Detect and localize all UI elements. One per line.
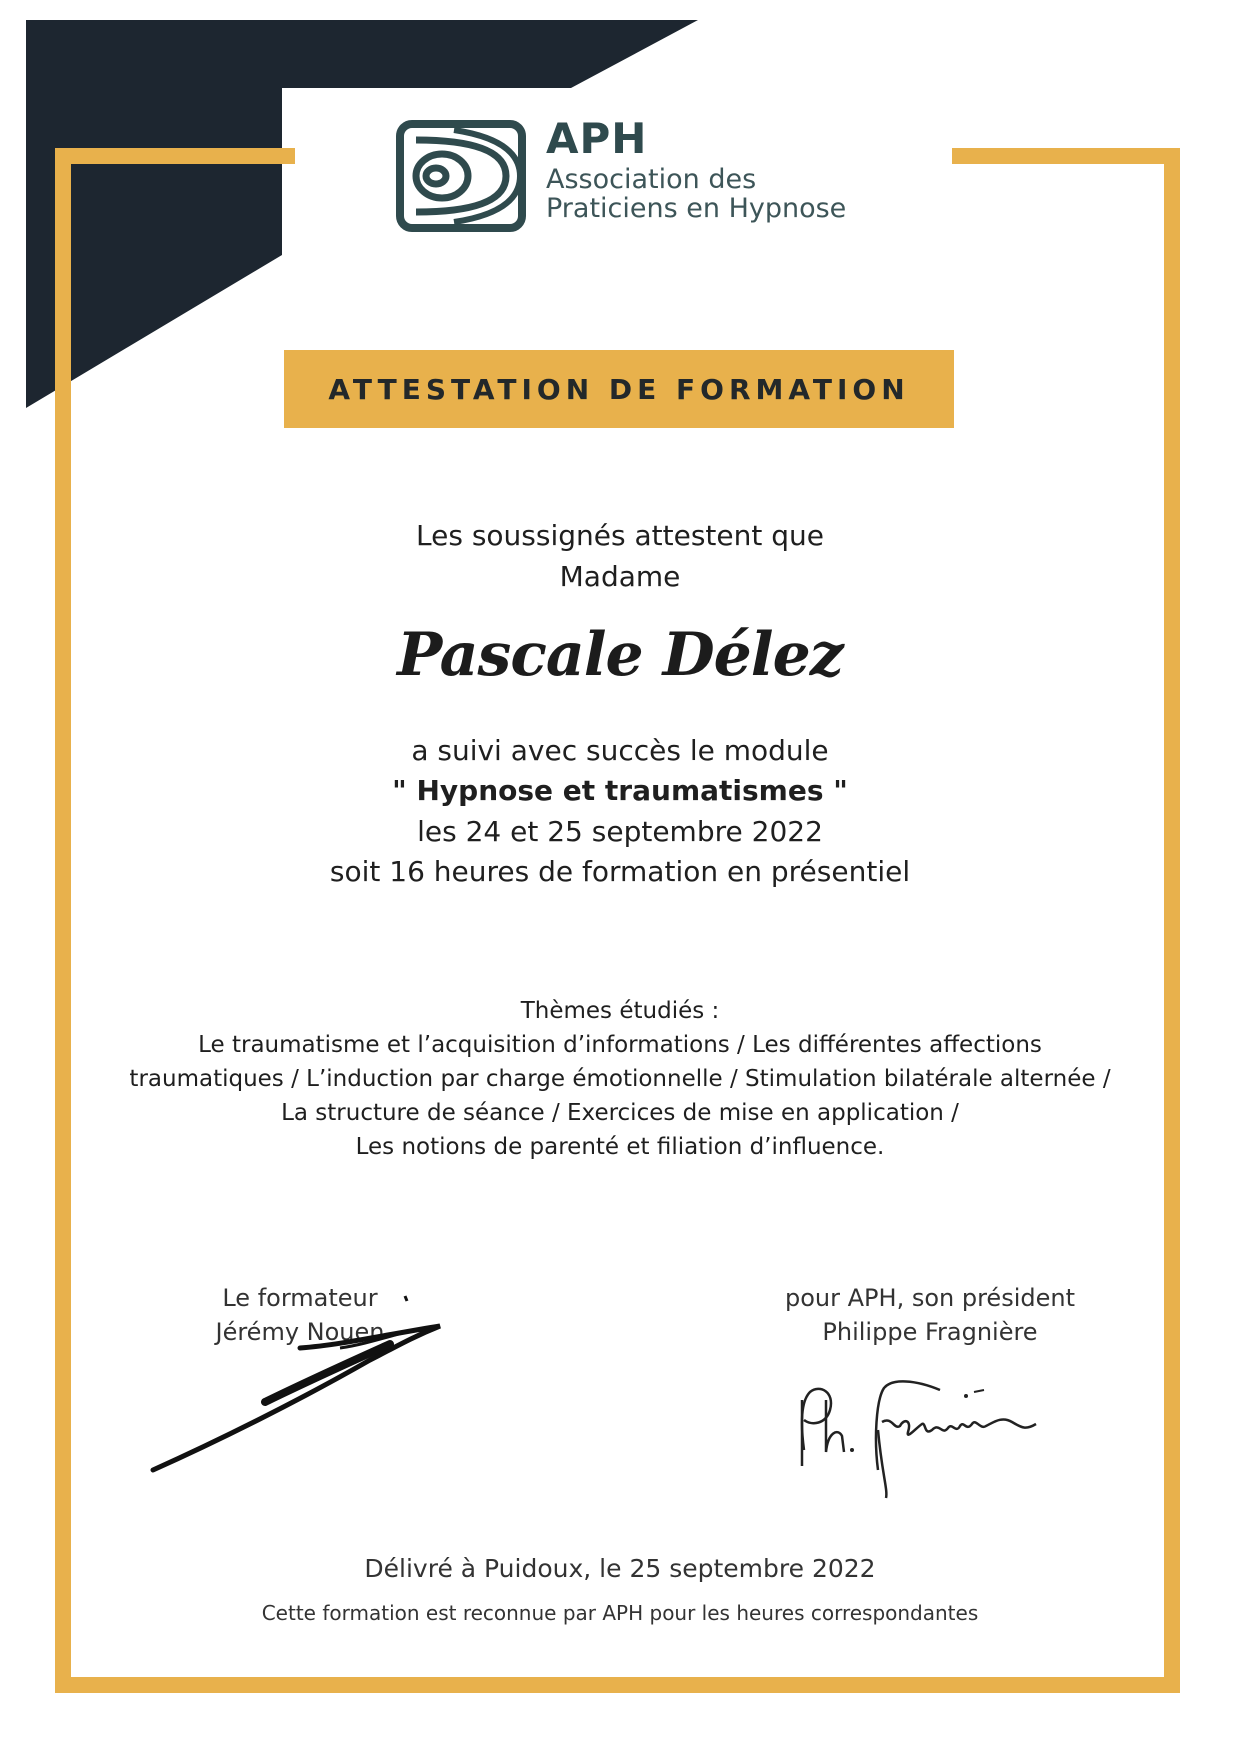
frame-left (55, 148, 71, 1693)
themes-line: Le traumatisme et l’acquisition d’informations / Les différentes affections (198, 1032, 1042, 1058)
trainer-name: Jérémy Nouen (215, 1318, 385, 1346)
themes-heading: Thèmes étudiés : (520, 998, 720, 1024)
themes-line: traumatiques / L’induction par charge émotionnelle / Stimulation bilatérale alternée / (129, 1066, 1111, 1092)
logo-name-line1: Association des (546, 164, 757, 195)
module-title: " Hypnose et traumatismes " (392, 774, 848, 807)
frame-bottom (55, 1677, 1180, 1693)
salutation: Madame (559, 560, 681, 593)
frame-top-right (952, 148, 1180, 164)
title-banner (284, 350, 954, 428)
recipient-name: Pascale Délez (397, 620, 843, 690)
certificate-title: ATTESTATION DE FORMATION (328, 372, 910, 406)
aph-logo-icon (396, 120, 526, 232)
frame-top-left (55, 148, 295, 164)
president-signature (790, 1370, 1070, 1500)
issued-place-date: Délivré à Puidoux, le 25 septembre 2022 (364, 1554, 876, 1583)
recognition-note: Cette formation est reconnue par APH pour les heures correspondantes (261, 1601, 979, 1625)
president-name: Philippe Fragnière (822, 1318, 1038, 1346)
logo-short-name: APH (546, 114, 648, 163)
trainer-role: Le formateur (222, 1284, 378, 1312)
completion-text: a suivi avec succès le module (411, 734, 829, 767)
themes-line: La structure de séance / Exercices de mise en application / (281, 1100, 959, 1126)
themes-line: Les notions de parenté et filiation d’influence. (355, 1134, 885, 1160)
training-hours: soit 16 heures de formation en présentiel (329, 855, 911, 888)
training-dates: les 24 et 25 septembre 2022 (417, 815, 823, 848)
president-role: pour APH, son président (785, 1284, 1075, 1312)
intro-text: Les soussignés attestent que (416, 519, 824, 552)
logo-name-line2: Praticiens en Hypnose (546, 193, 847, 224)
trainer-signature (140, 1290, 460, 1480)
frame-right (1164, 148, 1180, 1693)
